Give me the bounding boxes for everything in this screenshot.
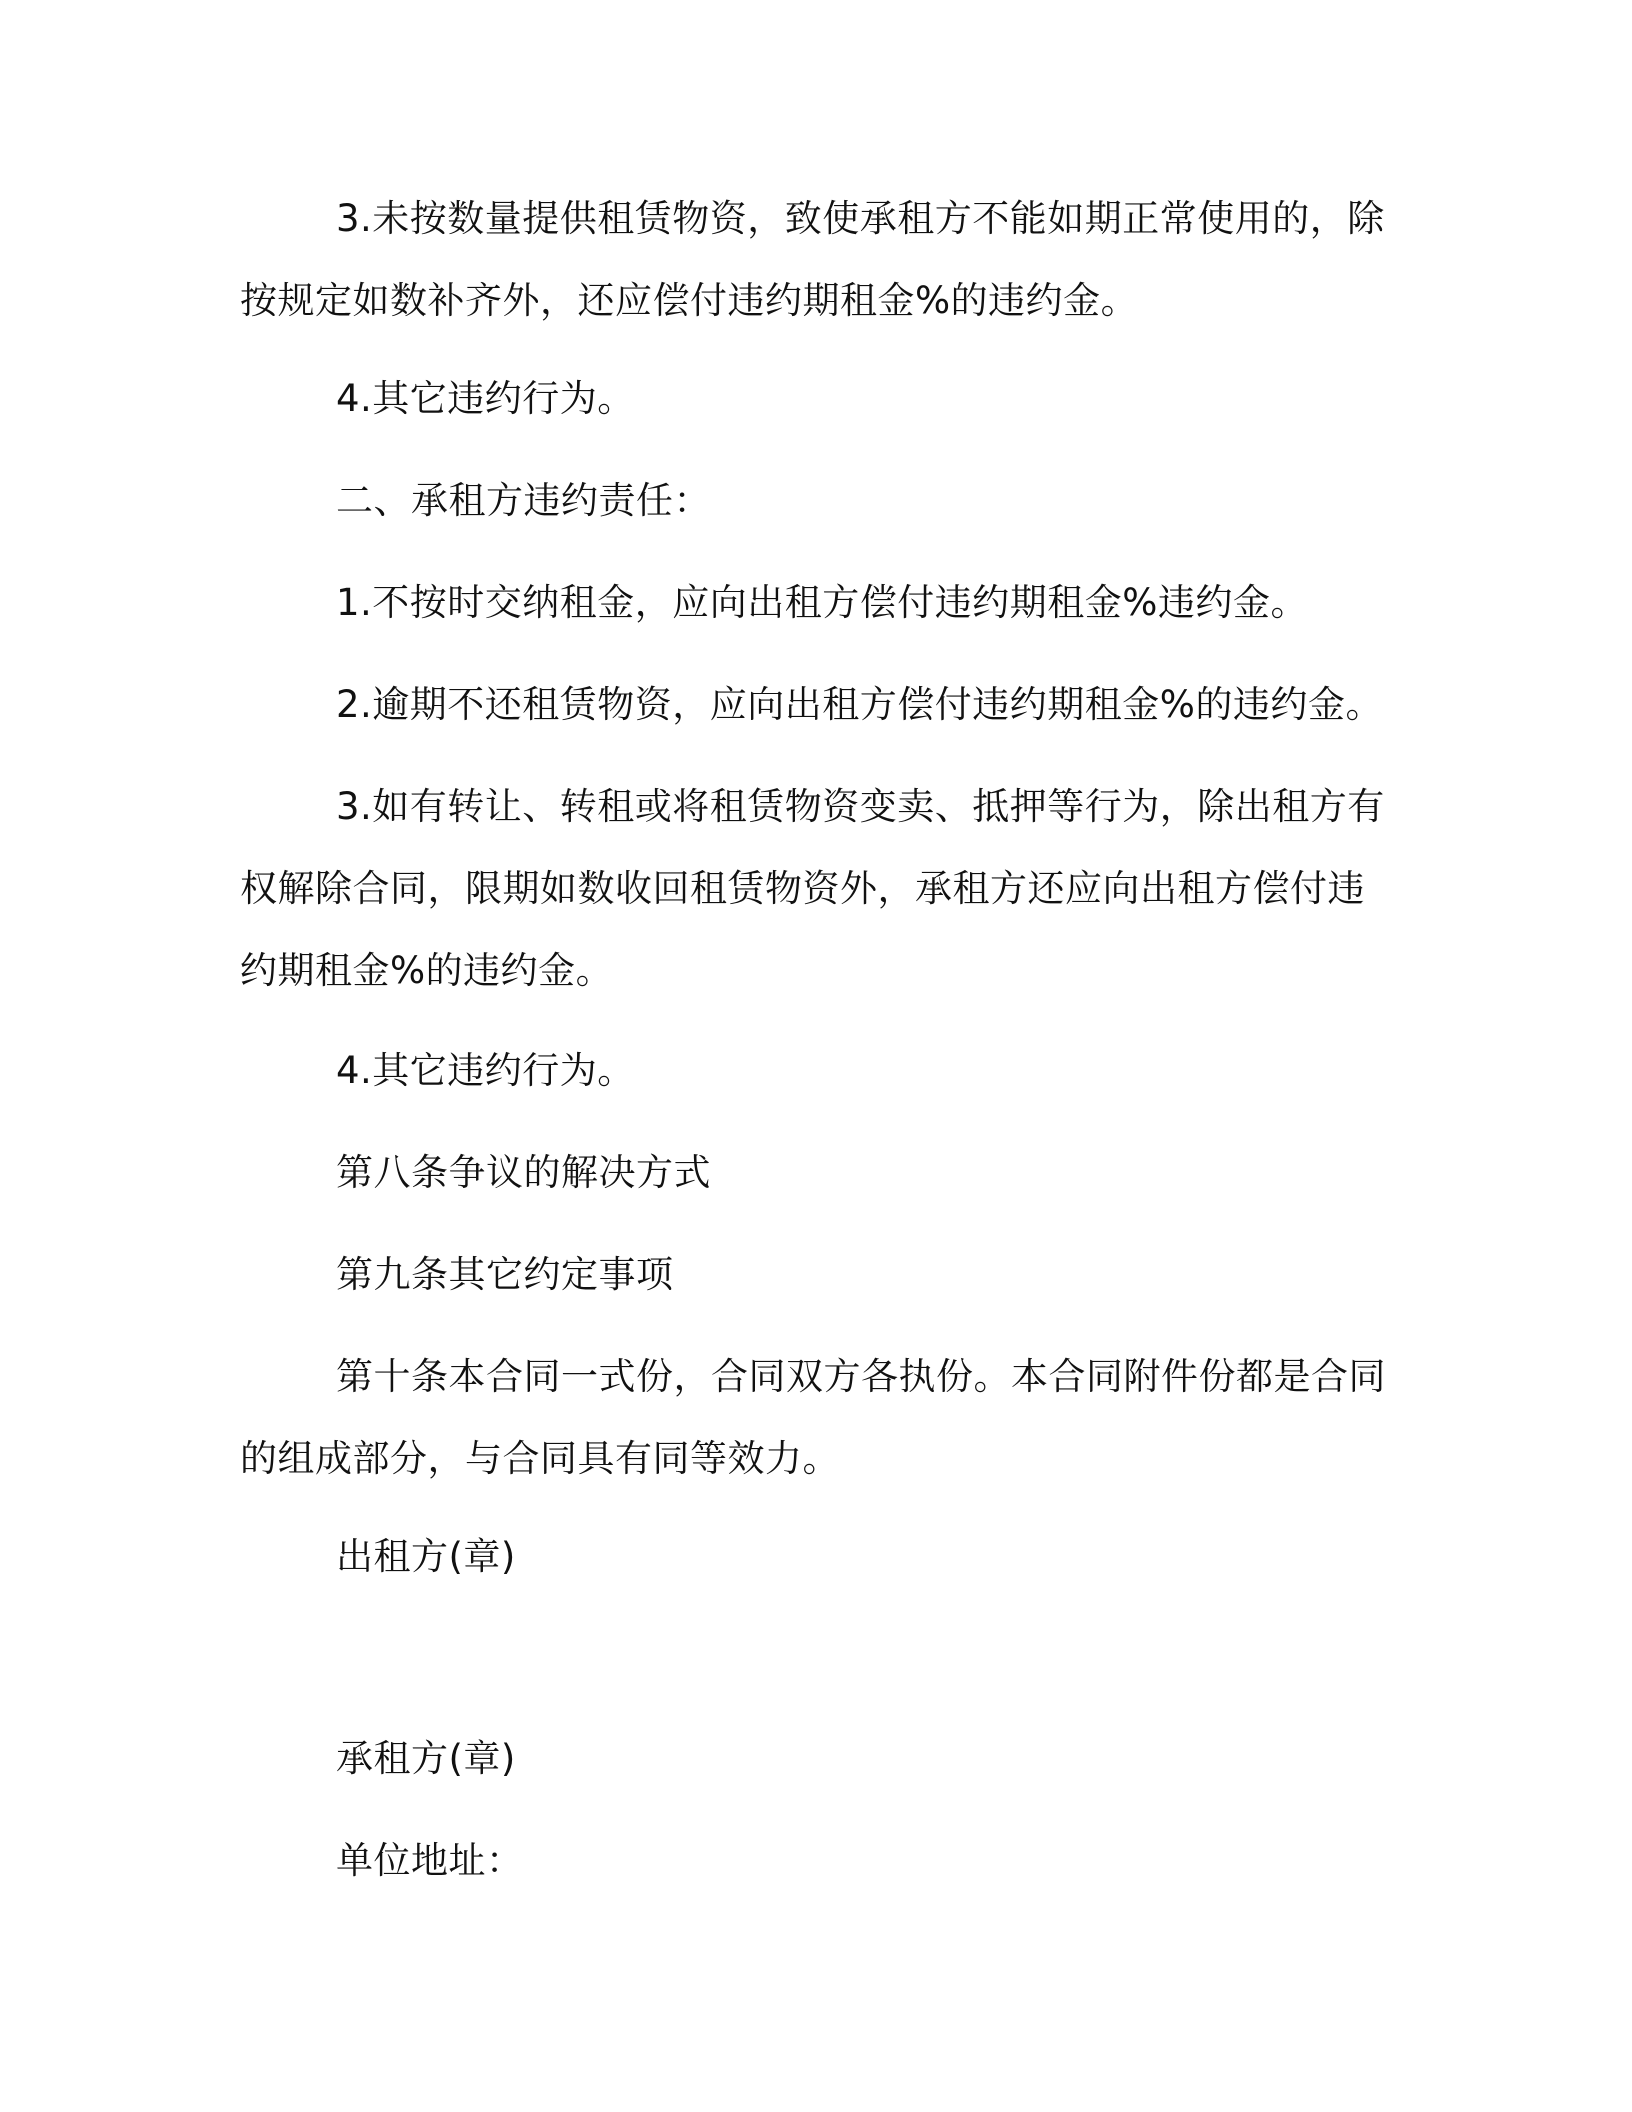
lessee-seal-label: 承租方(章): [336, 1737, 516, 1780]
unit-address-label: 单位地址：: [336, 1839, 524, 1882]
clause-late-rent-penalty: 1.不按时交纳租金，应向出租方偿付违约期租金%违约金。: [336, 581, 1308, 624]
clause-lessor-other-breach: 4.其它违约行为。: [336, 377, 635, 420]
article-9-other-matters: 第九条其它约定事项: [336, 1253, 674, 1296]
lessor-seal-label: 出租方(章): [336, 1535, 516, 1578]
article-8-dispute-resolution: 第八条争议的解决方式: [336, 1151, 711, 1194]
clause-lessor-shortage-penalty: 3.未按数量提供租赁物资，致使承租方不能如期正常使用的，除按规定如数补齐外，还应偿付违约期租金%的违约金。: [240, 197, 1385, 322]
clause-lessee-other-breach: 4.其它违约行为。: [336, 1049, 635, 1092]
article-10-copies: 第十条本合同一式份，合同双方各执份。本合同附件份都是合同的组成部分，与合同具有同等效力。: [240, 1355, 1386, 1480]
section-heading-lessee-liability: 二、承租方违约责任：: [336, 479, 711, 522]
clause-overdue-return-penalty: 2.逾期不还租赁物资，应向出租方偿付违约期租金%的违约金。: [336, 683, 1383, 726]
clause-transfer-sublease-penalty: 3.如有转让、转租或将租赁物资变卖、抵押等行为，除出租方有权解除合同，限期如数收回租赁物资外，承租方还应向出租方偿付违约期租金%的违约金。: [240, 785, 1385, 992]
